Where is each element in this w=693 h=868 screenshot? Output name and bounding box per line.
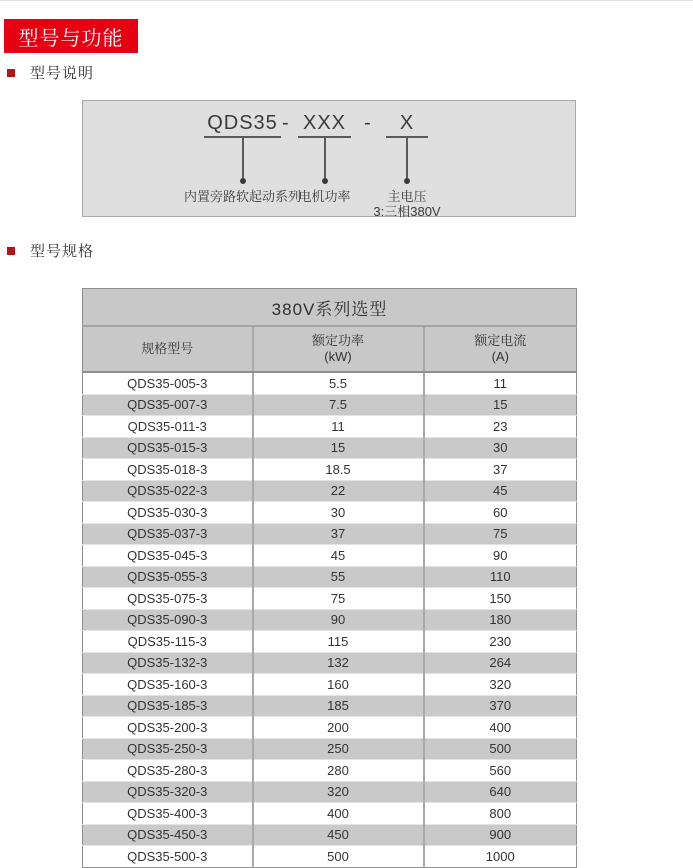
power-cell: 450 xyxy=(253,824,424,846)
col-header-line1: 额定电流 xyxy=(474,333,527,348)
model-cell: QDS35-005-3 xyxy=(127,375,208,391)
power-cell: 11 xyxy=(253,416,424,438)
power-cell: 37 xyxy=(253,523,424,545)
table-row xyxy=(83,545,577,567)
current-cell: 900 xyxy=(424,824,577,846)
col-header-line1: 额定功率 xyxy=(311,333,364,348)
power-cell: 22 xyxy=(253,480,424,502)
model-cell: QDS35-090-3 xyxy=(83,609,253,631)
power-cell: 185 xyxy=(253,695,424,717)
current-cell: 75 xyxy=(424,523,577,545)
model-code-segment: QDS35 xyxy=(207,112,278,134)
code-separator: - xyxy=(364,112,371,134)
table-row xyxy=(83,652,577,674)
power-cell: 55 xyxy=(253,566,424,588)
col-header-model xyxy=(83,326,253,372)
current-cell: 45 xyxy=(424,480,577,502)
table-row xyxy=(83,846,577,868)
model-cell: QDS35-450-3 xyxy=(83,824,253,846)
power-cell: 90 xyxy=(253,609,424,631)
table-row xyxy=(83,588,577,610)
section-heading: 型号规格 xyxy=(30,243,95,260)
table-title: 380V系列选型 xyxy=(83,289,577,327)
table-row xyxy=(83,760,577,782)
power-cell: 115 xyxy=(253,631,424,653)
table-row xyxy=(83,394,577,416)
power-cell: 18.5 xyxy=(253,459,424,481)
power-cell: 400 xyxy=(253,803,424,825)
current-cell: 320 xyxy=(424,674,577,696)
table-body xyxy=(83,372,577,867)
connector-dot-icon xyxy=(322,178,328,184)
current-cell: 370 xyxy=(424,695,577,717)
model-cell: QDS35-320-3 xyxy=(83,781,253,803)
current-cell: 180 xyxy=(424,609,577,631)
model-cell: QDS35-007-3 xyxy=(83,394,253,416)
top-divider xyxy=(0,0,693,1)
page-title: 型号与功能 xyxy=(18,27,124,50)
table-row xyxy=(83,609,577,631)
current-cell: 500 xyxy=(424,738,577,760)
table-row xyxy=(83,803,577,825)
current-cell: 150 xyxy=(424,588,577,610)
branch-label-line1: 主电压 xyxy=(387,189,427,204)
power-cell: 320 xyxy=(253,781,424,803)
current-cell: 60 xyxy=(424,502,577,524)
table-row xyxy=(83,416,577,438)
diagram-branch-power xyxy=(298,111,351,204)
model-cell: QDS35-200-3 xyxy=(83,717,253,739)
current-cell: 30 xyxy=(424,437,577,459)
current-cell: 640 xyxy=(424,781,577,803)
table-row xyxy=(83,480,577,502)
current-cell: 230 xyxy=(424,631,577,653)
table-row xyxy=(83,459,577,481)
power-cell: 280 xyxy=(253,760,424,782)
code-separator: - xyxy=(282,112,289,134)
diagram-branch-series xyxy=(183,111,302,204)
section-model-description xyxy=(7,62,94,83)
model-code-segment: XXX xyxy=(302,112,347,134)
table-row xyxy=(83,502,577,524)
connector-line xyxy=(242,138,244,179)
model-cell: QDS35-037-3 xyxy=(83,523,253,545)
diagram-branch-voltage xyxy=(373,111,441,219)
current-cell: 90 xyxy=(424,545,577,567)
power-cell: 45 xyxy=(253,545,424,567)
page-title-banner xyxy=(4,19,138,53)
model-code-segment: X xyxy=(399,112,415,134)
table-row xyxy=(83,781,577,803)
table-row xyxy=(83,717,577,739)
table-row xyxy=(83,695,577,717)
red-square-bullet-icon xyxy=(7,69,15,77)
power-cell: 75 xyxy=(253,588,424,610)
model-cell: QDS35-030-3 xyxy=(83,502,253,524)
connector-dot-icon xyxy=(404,178,410,184)
model-cell: QDS35-075-3 xyxy=(83,588,253,610)
current-cell: 37 xyxy=(424,459,577,481)
table-row xyxy=(83,437,577,459)
current-cell: 15 xyxy=(424,394,577,416)
current-cell: 560 xyxy=(424,760,577,782)
col-header-line1: 规格型号 xyxy=(141,341,194,356)
current-cell: 1000 xyxy=(424,846,577,868)
table-row xyxy=(83,674,577,696)
model-cell: QDS35-055-3 xyxy=(83,566,253,588)
current-cell: 110 xyxy=(424,566,577,588)
model-code-diagram xyxy=(82,100,576,217)
table-row xyxy=(83,372,577,394)
model-cell: QDS35-400-3 xyxy=(83,803,253,825)
col-header-power xyxy=(253,326,424,372)
section-model-specs xyxy=(7,240,94,261)
table-row xyxy=(83,631,577,653)
table-row xyxy=(83,523,577,545)
power-cell: 200 xyxy=(253,717,424,739)
current-cell: 11 xyxy=(424,372,577,394)
model-cell: QDS35-160-3 xyxy=(83,674,253,696)
model-cell: QDS35-280-3 xyxy=(83,760,253,782)
connector-line xyxy=(406,138,408,179)
model-cell: QDS35-022-3 xyxy=(83,480,253,502)
power-cell: 250 xyxy=(253,738,424,760)
model-cell: QDS35-500-3 xyxy=(83,846,253,868)
branch-label xyxy=(373,189,440,219)
table-row xyxy=(83,738,577,760)
connector-dot-icon xyxy=(240,178,246,184)
branch-label: 内置旁路软起动系列 xyxy=(183,189,302,204)
current-cell: 23 xyxy=(424,416,577,438)
model-cell: QDS35-132-3 xyxy=(83,652,253,674)
table-header-row xyxy=(83,326,577,372)
connector-line xyxy=(324,138,326,179)
table-row xyxy=(83,824,577,846)
branch-label-line2: 3:三相380V xyxy=(373,204,441,219)
table-row xyxy=(83,566,577,588)
col-header-current xyxy=(424,326,577,372)
power-cell: 132 xyxy=(253,652,424,674)
red-square-bullet-icon xyxy=(7,247,15,255)
current-cell: 800 xyxy=(424,803,577,825)
model-cell: QDS35-011-3 xyxy=(83,416,253,438)
branch-label: 电机功率 xyxy=(298,189,351,204)
col-header-line2: (A) xyxy=(491,349,509,364)
table-title-row xyxy=(83,289,577,327)
model-cell: QDS35-045-3 xyxy=(83,545,253,567)
model-cell: QDS35-018-3 xyxy=(83,459,253,481)
spec-table xyxy=(82,288,577,868)
model-cell: QDS35-115-3 xyxy=(83,631,253,653)
model-cell: QDS35-185-3 xyxy=(83,695,253,717)
power-cell: 15 xyxy=(253,437,424,459)
power-cell: 160 xyxy=(253,674,424,696)
power-cell: 500 xyxy=(253,846,424,868)
col-header-line2: (kW) xyxy=(324,349,352,364)
model-cell: QDS35-015-3 xyxy=(83,437,253,459)
power-cell: 5.5 xyxy=(253,372,424,394)
model-cell: QDS35-250-3 xyxy=(83,738,253,760)
current-cell: 400 xyxy=(424,717,577,739)
current-cell: 264 xyxy=(424,652,577,674)
section-heading: 型号说明 xyxy=(30,65,95,82)
power-cell: 30 xyxy=(253,502,424,524)
power-cell: 7.5 xyxy=(253,394,424,416)
